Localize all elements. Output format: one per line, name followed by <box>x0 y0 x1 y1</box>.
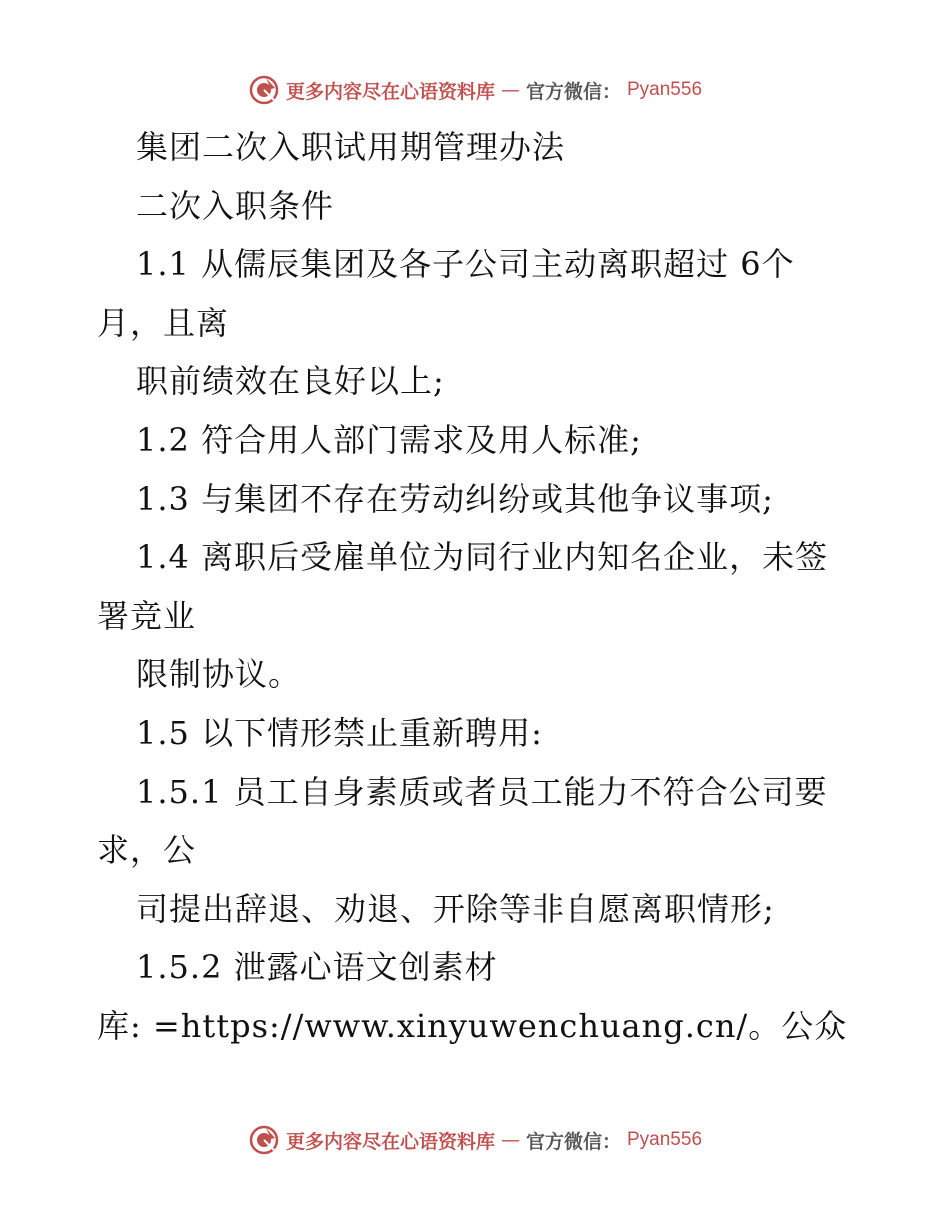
watermark-dash: — <box>500 1129 520 1151</box>
text-line: 职前绩效在良好以上; <box>136 362 445 401</box>
text-line: 1.3 与集团不存在劳动纠纷或其他争议事项; <box>136 479 774 518</box>
text-line: 1.4 离职后受雇单位为同行业内知名企业，未签 <box>136 538 829 577</box>
footer-watermark <box>0 1124 950 1156</box>
text-line: 1.5.1 员工自身素质或者员工能力不符合公司要 <box>136 772 828 811</box>
document-body <box>97 118 857 1056</box>
text-line: 库: =https://www.xinyuwenchuang.cn/。公众 <box>97 1006 848 1045</box>
document-title: 集团二次入职试用期管理办法 <box>136 128 566 166</box>
text-line: 求，公 <box>97 831 197 870</box>
brand-logo-icon <box>248 1124 280 1156</box>
watermark-main-text: 更多内容尽在心语资料库 <box>285 1130 495 1153</box>
text-line: 1.5.2 泄露心语文创素材 <box>136 948 498 987</box>
watermark-dash: — <box>500 79 520 101</box>
text-line: 限制协议。 <box>136 655 302 694</box>
watermark-label: 官方微信： <box>525 1130 621 1153</box>
text-line: 署竞业 <box>97 596 197 635</box>
text-line: 1.1 从儒辰集团及各子公司主动离职超过 6个 <box>136 245 795 284</box>
watermark-wechat-id: Pyan556 <box>627 1129 703 1150</box>
watermark-main-text: 更多内容尽在心语资料库 <box>285 80 495 103</box>
text-line: 月，且离 <box>97 303 230 342</box>
brand-logo-icon <box>248 74 280 106</box>
watermark-wechat-id: Pyan556 <box>627 79 703 100</box>
text-line: 司提出辞退、劝退、开除等非自愿离职情形; <box>136 889 775 928</box>
section-heading: 二次入职条件 <box>136 186 335 225</box>
header-watermark <box>0 74 950 106</box>
text-line: 1.2 符合用人部门需求及用人标准; <box>136 420 642 459</box>
watermark-label: 官方微信： <box>525 80 621 103</box>
text-line: 1.5 以下情形禁止重新聘用: <box>136 713 543 752</box>
